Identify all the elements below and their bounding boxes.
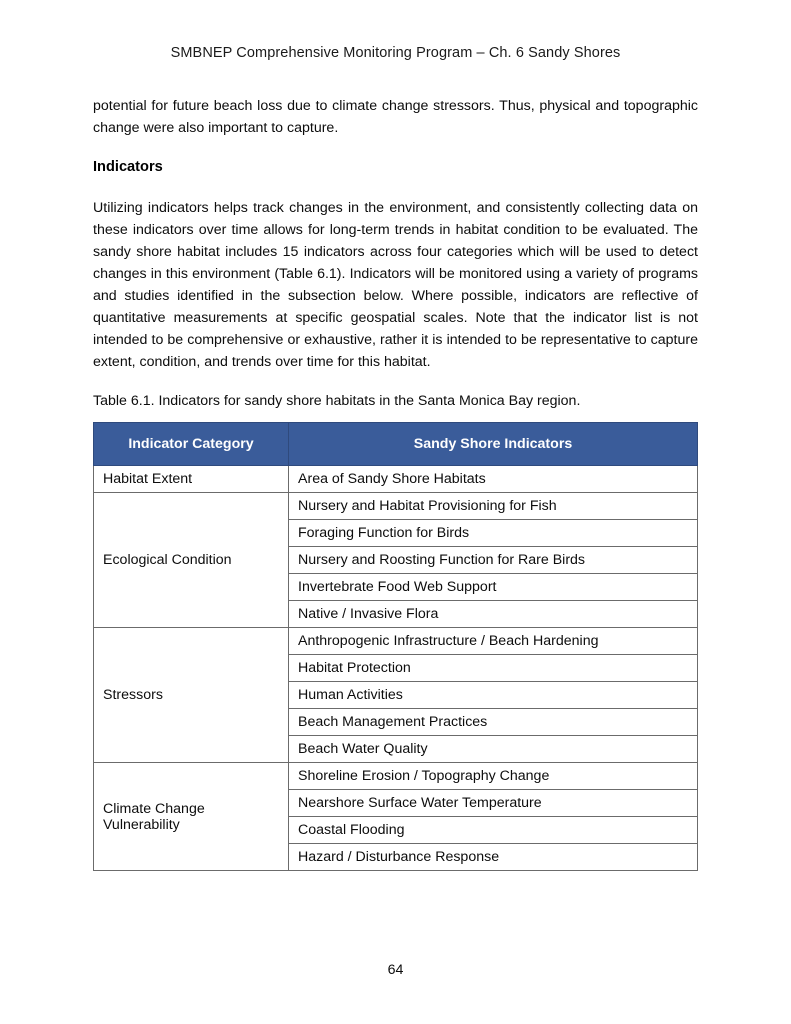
cell-indicator-category: Ecological Condition [94, 493, 289, 628]
cell-sandy-shore-indicator: Coastal Flooding [289, 817, 698, 844]
cell-sandy-shore-indicator: Shoreline Erosion / Topography Change [289, 763, 698, 790]
cell-sandy-shore-indicator: Human Activities [289, 682, 698, 709]
cell-sandy-shore-indicator: Nursery and Roosting Function for Rare Birds [289, 547, 698, 574]
running-head: SMBNEP Comprehensive Monitoring Program – Ch. 6 Sandy Shores [170, 45, 621, 61]
cell-sandy-shore-indicator: Anthropogenic Infrastructure / Beach Hardening [289, 628, 698, 655]
table-row [94, 763, 698, 790]
table-header-row [94, 423, 698, 466]
table-row [94, 466, 698, 493]
cell-sandy-shore-indicator: Native / Invasive Flora [289, 601, 698, 628]
cell-sandy-shore-indicator: Area of Sandy Shore Habitats [289, 466, 698, 493]
cell-sandy-shore-indicator: Habitat Protection [289, 655, 698, 682]
cell-sandy-shore-indicator: Beach Water Quality [289, 736, 698, 763]
table-header [94, 423, 698, 466]
section-heading-indicators: Indicators [93, 158, 163, 175]
cell-sandy-shore-indicator: Beach Management Practices [289, 709, 698, 736]
paragraph-continuation: potential for future beach loss due to climate change stressors. Thus, physical and topographic change were also important to capture. [93, 97, 698, 136]
column-header-sandy-shore-indicators: Sandy Shore Indicators [289, 423, 698, 466]
cell-indicator-category: Climate Change Vulnerability [94, 763, 289, 871]
cell-sandy-shore-indicator: Invertebrate Food Web Support [289, 574, 698, 601]
cell-sandy-shore-indicator: Nursery and Habitat Provisioning for Fish [289, 493, 698, 520]
table-caption: Table 6.1. Indicators for sandy shore habitats in the Santa Monica Bay region. [93, 392, 581, 409]
paragraph-indicators: Utilizing indicators helps track changes in the environment, and consistently collecting data on these indicators over time allows for long-term trends in habitat condition to be evaluated. The sandy shore habitat includes 15 indicators across four categories which will be used to detect changes in this environment (Table 6.1). Indicators will be monitored using a variety of programs and studies identified in the subsection below. Where possible, indicators are reflective of quantitative measurements at specific geospatial scales. Note that the indicator list is not intended to be comprehensive or exhaustive, rather it is intended to be representative to capture extent, condition, and trends over time for this habitat. [93, 199, 698, 370]
table-body [94, 466, 698, 871]
cell-sandy-shore-indicator: Nearshore Surface Water Temperature [289, 790, 698, 817]
cell-indicator-category: Habitat Extent [94, 466, 289, 493]
cell-indicator-category: Stressors [94, 628, 289, 763]
cell-sandy-shore-indicator: Hazard / Disturbance Response [289, 844, 698, 871]
page-number: 64 [387, 962, 404, 978]
cell-sandy-shore-indicator: Foraging Function for Birds [289, 520, 698, 547]
table-row [94, 628, 698, 655]
table-row [94, 493, 698, 520]
indicator-table [93, 422, 698, 871]
column-header-indicator-category: Indicator Category [94, 423, 289, 466]
